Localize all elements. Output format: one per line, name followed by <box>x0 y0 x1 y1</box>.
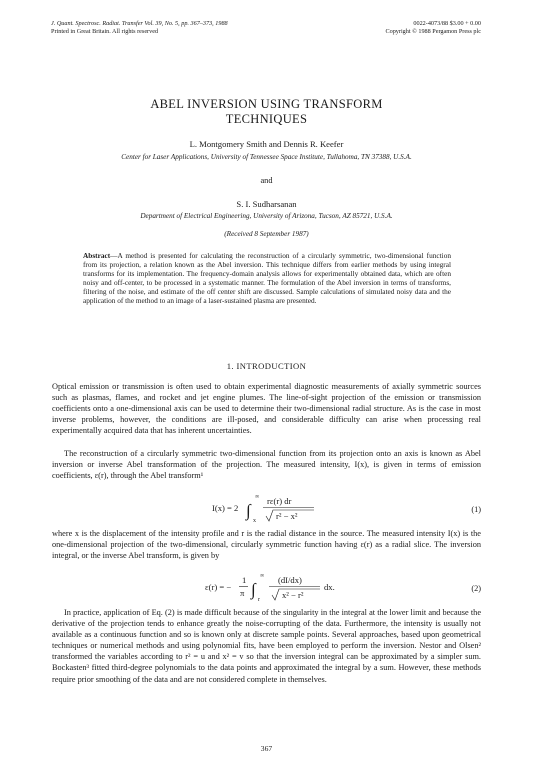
paper-title <box>0 97 533 127</box>
paragraph-3: where x is the displacement of the intensity profile and r is the radial distance in the source. The measured intensity I(x) is the one-dimensional projection of the two-dimensional, circularly symmetric function having ε(r) as a radial slice. The inversion integral, or the inverse Abel transform, is given by <box>52 529 481 561</box>
paragraph-4: In practice, application of Eq. (2) is made difficult because of the singularity in the integral at the lower limit and because the derivative of the projection tends to enhance greatly the noise-corrupting of the data. Furthermore, the intensity is usually not available as a continuous function and so is known only at discrete sample points. Several approaches, based upon geometrical techniques or numerical methods and using polynomial fits, have been employed to perform the inversion. Nestor and Olsen² transformed the variables according to r² = u and x² = v so that the inversion integral can be approximated by a simpler sum. Bockasten³ fitted third-degree polynomials to the data points and approximated the integral by a sum. However, these methods require prior smoothing of the data and are not considered complete in themselves. <box>52 608 481 684</box>
eq2-dx: dx. <box>324 582 335 592</box>
printed-in: Printed in Great Britain. All rights reserved <box>51 28 159 35</box>
eq1-integral-sign: ∫ <box>246 501 251 520</box>
copyright-header <box>385 20 481 36</box>
eq2-numerator: (dI/dx) <box>278 575 302 585</box>
eq2-lower-limit: r <box>258 597 260 603</box>
copyright: Copyright © 1988 Pergamon Press plc <box>385 28 481 35</box>
affiliation-first: Center for Laser Applications, University of Tennessee Space Institute, Tullahoma, TN 37388, U.S.A. <box>121 153 412 161</box>
eq2-number: (2) <box>471 584 481 593</box>
eq2-upper-limit: ∞ <box>260 573 265 579</box>
eq1-numerator: rε(r) dr <box>267 496 292 506</box>
eq2-lhs: ε(r) = − <box>205 582 232 592</box>
abstract-label: Abstract <box>83 251 111 260</box>
equation-1 <box>52 489 481 527</box>
issn-code: 0022-4073/88 $3.00 + 0.00 <box>413 20 481 27</box>
page-number: 367 <box>260 744 273 753</box>
section-heading: 1. INTRODUCTION <box>226 361 307 371</box>
journal-citation: J. Quant. Spectrosc. Radiat. Transfer Vol. 39, No. 5, pp. 367–373, 1988 <box>51 20 228 27</box>
eq1-lower-limit: x <box>253 518 256 524</box>
paragraph-1: Optical emission or transmission is often used to obtain experimental diagnostic measurements of axially symmetric sources such as plasmas, flames, and rocket and jet engine plumes. The line-of-sight projection of the emission or transmission coefficients onto a one-dimensional axis can be used to determine their two-dimensional radial structure. As is the case in most inverse problems, however, the conditions are ill-posed, and considerable difficulty can arise when processing real experimentally acquired data that has inherent uncertainties. <box>52 382 481 436</box>
received-date: (Received 8 September 1987) <box>224 230 309 238</box>
eq1-denominator: r² − x² <box>276 511 298 521</box>
abstract-text: —A method is presented for calculating the reconstruction of a circularly symmetric, two-dimensional function from its projection, a relation known as the Abel inversion. This technique differs from earlier methods by using integral transforms for its implementation. The frequency-domain analysis allows for experimentally obtained data, which are often noisy and off-center, to be processed in a systematic manner. The formulation of the Abel inversion in terms of transforms, filtering of the noise, and estimate of the off center shift are discussed. Sample calculations of simulated noisy data and the application of the method to an image of a laser-sustained plasma are presented. <box>83 251 451 306</box>
eq1-upper-limit: ∞ <box>255 494 260 500</box>
equation-2 <box>52 568 481 606</box>
title-line-2: TECHNIQUES <box>225 112 308 126</box>
abstract <box>83 251 451 306</box>
eq2-integral-sign: ∫ <box>251 580 256 599</box>
eq2-frac-numerator: 1 <box>242 575 247 585</box>
title-line-1: ABEL INVERSION USING TRANSFORM <box>150 97 383 111</box>
and-separator: and <box>260 176 273 185</box>
eq1-number: (1) <box>471 505 481 514</box>
authors-first: L. Montgomery Smith and Dennis R. Keefer <box>189 139 344 149</box>
eq1-lhs: I(x) = 2 <box>212 503 239 513</box>
journal-header <box>51 20 228 36</box>
affiliation-second: Department of Electrical Engineering, University of Arizona, Tucson, AZ 85721, U.S.A. <box>140 212 393 220</box>
eq2-denominator: x² − r² <box>282 590 304 600</box>
authors-second: S. I. Sudharsanan <box>236 199 297 209</box>
paragraph-2: The reconstruction of a circularly symmetric two-dimensional function from its projection onto an axis is known as Abel inversion or inverse Abel transformation of the projection. The measured intensity, I(x), is given in terms of emission coefficients, ε(r), through the Abel transform¹ <box>52 449 481 481</box>
eq2-frac-denominator: π <box>240 588 245 598</box>
